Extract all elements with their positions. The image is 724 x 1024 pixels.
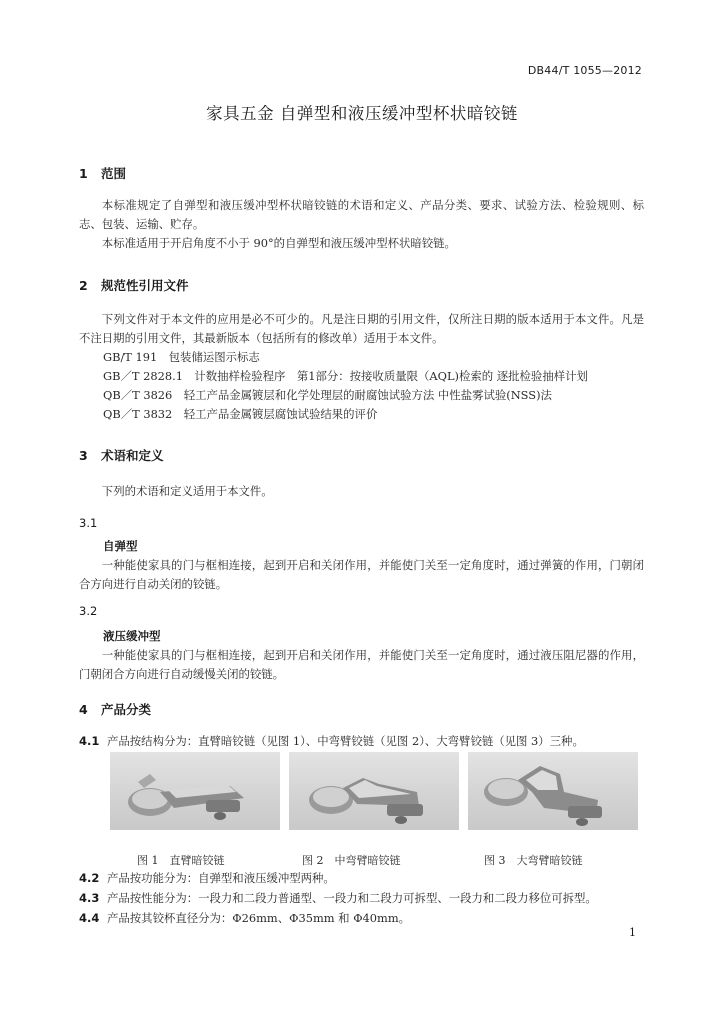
section-heading-scope bbox=[79, 164, 126, 182]
terms-intro-text: 下列的术语和定义适用于本文件。 bbox=[101, 484, 273, 498]
item-number: 4.3 bbox=[79, 891, 100, 905]
figure-2-caption: 图 2 中弯臂暗铰链 bbox=[302, 854, 401, 867]
item-number: 4.2 bbox=[79, 871, 100, 885]
item-text: 产品按结构分为：直臂暗铰链（见图 1）、中弯臂铰链（见图 2）、大弯臂铰链（见图 3）三种。 bbox=[107, 734, 584, 748]
classification-item-4-2 bbox=[79, 870, 659, 886]
figure-1-straight-arm-hinge-photo bbox=[110, 752, 280, 830]
figure-2-half-overlay-hinge-photo bbox=[289, 752, 459, 830]
term-definition-text: 一种能使家具的门与框相连接，起到开启和关闭作用，并能使门关至一定角度时，通过液压阻尼器的作用，门朝闭合方向进行自动缓慢关闭的铰链。 bbox=[79, 648, 644, 681]
item-number: 4.4 bbox=[79, 911, 100, 925]
classification-item-4-1 bbox=[79, 733, 659, 749]
reference-item: GB/T 191 包装储运图示标志 bbox=[103, 350, 260, 364]
document-title: 家具五金 自弹型和液压缓冲型杯状暗铰链 bbox=[206, 104, 518, 123]
section-title: 规范性引用文件 bbox=[101, 278, 189, 293]
section-heading-classification bbox=[79, 700, 151, 718]
section-number: 1 bbox=[79, 166, 88, 181]
item-text: 产品按功能分为：自弹型和液压缓冲型两种。 bbox=[107, 871, 335, 885]
section-title: 术语和定义 bbox=[101, 448, 164, 463]
references-intro-text: 下列文件对于本文件的应用是必不可少的。凡是注日期的引用文件，仅所注日期的版本适用于本文件。凡是不注日期的引用文件，其最新版本（包括所有的修改单）适用于本文件。 bbox=[79, 312, 644, 345]
classification-item-4-3 bbox=[79, 890, 659, 906]
term-definition-text: 一种能使家具的门与框相连接，起到开启和关闭作用，并能使门关至一定角度时，通过弹簧的作用，门朝闭合方向进行自动关闭的铰链。 bbox=[79, 558, 644, 591]
scope-paragraph-1: 本标准规定了自弹型和液压缓冲型杯状暗铰链的术语和定义、产品分类、要求、试验方法、检验规则、标志、包装、运输、贮存。 bbox=[79, 198, 644, 231]
item-text: 产品按性能分为：一段力和二段力普通型、一段力和二段力可拆型、一段力和二段力移位可拆型。 bbox=[107, 891, 597, 905]
term-definition-1 bbox=[79, 556, 644, 594]
section-title: 产品分类 bbox=[101, 702, 152, 717]
references-intro bbox=[79, 310, 644, 348]
classification-item-4-4 bbox=[79, 910, 659, 926]
section-heading-terms bbox=[79, 446, 164, 464]
term-name: 自弹型 bbox=[103, 539, 138, 553]
terms-intro bbox=[79, 482, 644, 501]
figure-1-caption: 图 1 直臂暗铰链 bbox=[137, 854, 225, 867]
scope-paragraph-2: 本标准适用于开启角度不小于 90°的自弹型和液压缓冲型杯状暗铰链。 bbox=[101, 236, 456, 250]
section-number: 3 bbox=[79, 448, 88, 463]
reference-item: GB／T 2828.1 计数抽样检验程序 第1部分：按接收质量限（AQL)检索的 逐批检验抽样计划 bbox=[103, 369, 588, 383]
item-text: 产品按其铰杯直径分为：Φ26mm、Φ35mm 和 Φ40mm。 bbox=[107, 911, 411, 925]
figure-3-caption: 图 3 大弯臂暗铰链 bbox=[484, 854, 583, 867]
scope-text bbox=[79, 196, 644, 253]
term-definition-2 bbox=[79, 646, 644, 684]
term-number: 3.1 bbox=[79, 516, 98, 530]
reference-item: QB／T 3826 轻工产品金属镀层和化学处理层的耐腐蚀试验方法 中性盐雾试验(NSS)法 bbox=[103, 388, 552, 402]
term-number: 3.2 bbox=[79, 604, 98, 618]
section-number: 4 bbox=[79, 702, 88, 717]
references-list bbox=[103, 348, 588, 424]
figure-3-inset-hinge-photo bbox=[468, 752, 638, 830]
page-number: 1 bbox=[629, 926, 636, 939]
term-name: 液压缓冲型 bbox=[103, 629, 161, 643]
item-number: 4.1 bbox=[79, 734, 100, 748]
section-number: 2 bbox=[79, 278, 88, 293]
section-title: 范围 bbox=[101, 166, 127, 181]
standard-code: DB44/T 1055—2012 bbox=[527, 64, 642, 77]
section-heading-references bbox=[79, 276, 189, 294]
reference-item: QB／T 3832 轻工产品金属镀层腐蚀试验结果的评价 bbox=[103, 407, 378, 421]
